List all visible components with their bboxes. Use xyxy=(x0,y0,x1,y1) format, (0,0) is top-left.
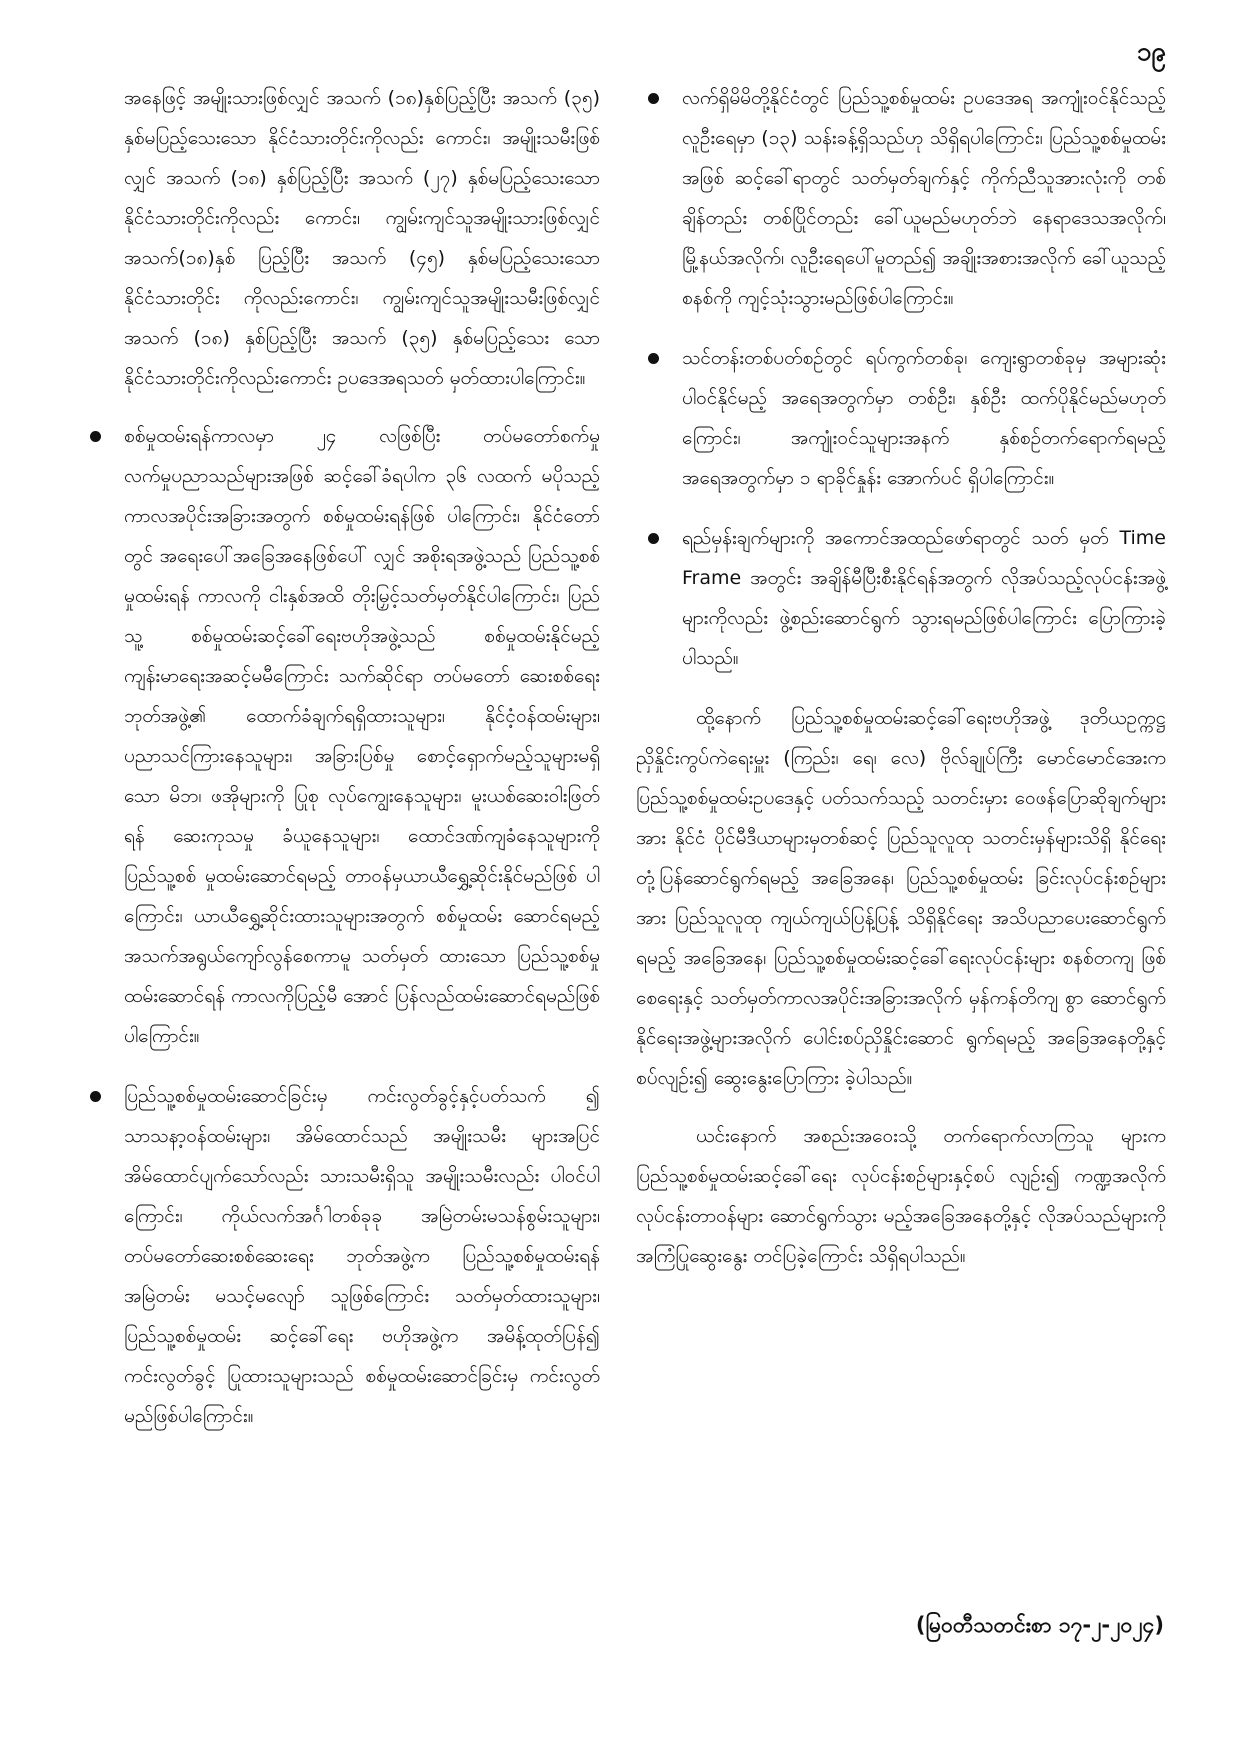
bullet-text: လက်ရှိမိမိတို့နိုင်ငံတွင် ပြည်သူ့စစ်မှုထမ်း ဥပဒေအရ အကျုံးဝင်နိုင်သည့် လူဦးရေမှာ (၁၃) သန်းခန့်ရှိသည်ဟု သိရှိရပါကြောင်း၊ ပြည်သူ့စစ်မှုထမ်းအဖြစ် ဆင့်ခေါ်ရာတွင် သတ်မှတ်ချက်နှင့် ကိုက်ညီသူအားလုံးကို တစ်ချိန်တည်း တစ်ပြိုင်တည်း ခေါ်ယူမည်မဟုတ်ဘဲ နေရာဒေသအလိုက်၊ မြို့နယ်အလိုက်၊ လူဦးရေပေါ်မူတည်၍ အချိုးအစားအလိုက် ခေါ်ယူသည့်စနစ်ကို ကျင့်သုံးသွားမည်ဖြစ်ပါကြောင်း။ xyxy=(682,87,1166,309)
bullet-item xyxy=(636,518,1166,678)
bullet-icon xyxy=(90,431,101,442)
bullet-icon xyxy=(648,533,659,544)
left-column xyxy=(78,78,600,1456)
bullet-icon xyxy=(648,93,659,104)
bullet-item xyxy=(78,416,600,1056)
bullet-text: စစ်မှုထမ်းရန်ကာလမှာ ၂၄ လဖြစ်ပြီး တပ်မတော်စက်မှု လက်မှုပညာသည်များအဖြစ် ဆင့်ခေါ်ခံရပါက ၃၆ လထက် မပိုသည့် ကာလအပိုင်းအခြားအတွက် စစ်မှုထမ်းရန်ဖြစ် ပါကြောင်း၊ နိုင်ငံတော်တွင် အရေးပေါ်အခြေအနေဖြစ်ပေါ် လျှင် အစိုးရအဖွဲ့သည် ပြည်သူ့စစ်မှုထမ်းရန် ကာလကို ငါးနှစ်အထိ တိုးမြှင့်သတ်မှတ်နိုင်ပါကြောင်း၊ ပြည်သူ့ စစ်မှုထမ်းဆင့်ခေါ်ရေးဗဟိုအဖွဲ့သည် စစ်မှုထမ်းနိုင်မည့် ကျန်းမာရေးအဆင့်မမီကြောင်း သက်ဆိုင်ရာ တပ်မတော် ဆေးစစ်ရေးဘုတ်အဖွဲ့၏ ထောက်ခံချက်ရရှိထားသူများ၊ နိုင်ငံ့ဝန်ထမ်းများ၊ ပညာသင်ကြားနေသူများ၊ အခြားပြစ်မှု စောင့်ရှောက်မည့်သူများမရှိသော မိဘ၊ ဖအိုများကို ပြုစု လုပ်ကျွေးနေသူများ၊ မူးယစ်ဆေးဝါးဖြတ်ရန် ဆေးကုသမှု ခံယူနေသူများ၊ ထောင်ဒဏ်ကျခံနေသူများကို ပြည်သူ့စစ် မှုထမ်းဆောင်ရမည့် တာဝန်မှယာယီရွှေ့ဆိုင်းနိုင်မည်ဖြစ် ပါကြောင်း၊ ယာယီရွှေ့ဆိုင်းထားသူများအတွက် စစ်မှုထမ်း ဆောင်ရမည့် အသက်အရွယ်ကျော်လွန်စေကာမူ သတ်မှတ် ထားသော ပြည်သူ့စစ်မှုထမ်းဆောင်ရန် ကာလကိုပြည့်မီ အောင် ပြန်လည်ထမ်းဆောင်ရမည်ဖြစ်ပါကြောင်း။ xyxy=(124,425,600,1047)
bullet-item xyxy=(78,1076,600,1436)
page-number: ၁၉ xyxy=(1136,37,1166,67)
bullet-item xyxy=(636,338,1166,498)
source-citation: (မြဝတီသတင်းစာ ၁၇-၂-၂၀၂၄) xyxy=(915,1613,1164,1637)
body-paragraph: ထို့နောက် ပြည်သူ့စစ်မှုထမ်းဆင့်ခေါ်ရေးဗဟိုအဖွဲ့ ဒုတိယဥက္ကဋ္ဌ ညှိနှိုင်းကွပ်ကဲရေးမှူး (ကြည်း၊ ရေ၊ လေ) ဗိုလ်ချုပ်ကြီး မောင်မောင်အေးက ပြည်သူ့စစ်မှုထမ်းဥပဒေနှင့် ပတ်သက်သည့် သတင်းမှား ဝေဖန်ပြောဆိုချက်များအား နိုင်ငံ ပိုင်မီဒီယာများမှတစ်ဆင့် ပြည်သူလူထု သတင်းမှန်များသိရှိ နိုင်ရေး တုံ့ပြန်ဆောင်ရွက်ရမည့် အခြေအနေ၊ ပြည်သူ့စစ်မှုထမ်း ခြင်းလုပ်ငန်းစဉ်များအား ပြည်သူလူထု ကျယ်ကျယ်ပြန့်ပြန့် သိရှိနိုင်ရေး အသိပညာပေးဆောင်ရွက်ရမည့် အခြေအနေ၊ ပြည်သူ့စစ်မှုထမ်းဆင့်ခေါ်ရေးလုပ်ငန်းများ စနစ်တကျ ဖြစ် စေရေးနှင့် သတ်မှတ်ကာလအပိုင်းအခြားအလိုက် မှန်ကန်တိကျ စွာ ဆောင်ရွက်နိုင်ရေးအဖွဲ့များအလိုက် ပေါင်းစပ်ညှိနှိုင်းဆောင် ရွက်ရမည့် အခြေအနေတို့နှင့်စပ်လျဉ်း၍ ဆွေးနွေးပြောကြား ခဲ့ပါသည်။ xyxy=(636,707,1166,1089)
bullet-item xyxy=(636,78,1166,318)
bullet-text: ပြည်သူ့စစ်မှုထမ်းဆောင်ခြင်းမှ ကင်းလွတ်ခွင့်နှင့်ပတ်သက် ၍ သာသနာ့ဝန်ထမ်းများ၊ အိမ်ထောင်သည် အမျိုးသမီး များအပြင် အိမ်ထောင်ပျက်သော်လည်း သားသမီးရှိသူ အမျိုးသမီးလည်း ပါဝင်ပါကြောင်း၊ ကိုယ်လက်အင်္ဂါတစ်ခုခု အမြဲတမ်းမသန်စွမ်းသူများ၊ တပ်မတော်ဆေးစစ်ဆေးရေး ဘုတ်အဖွဲ့က ပြည်သူ့စစ်မှုထမ်းရန် အမြဲတမ်း မသင့်မလျော် သူဖြစ်ကြောင်း သတ်မှတ်ထားသူများ၊ ပြည်သူ့စစ်မှုထမ်း ဆင့်ခေါ်ရေး ဗဟိုအဖွဲ့က အမိန့်ထုတ်ပြန်၍ ကင်းလွတ်ခွင့် ပြုထားသူများသည် စစ်မှုထမ်းဆောင်ခြင်းမှ ကင်းလွတ် မည်ဖြစ်ပါကြောင်း။ xyxy=(124,1085,600,1427)
right-column xyxy=(636,78,1166,1294)
body-paragraph: ယင်းနောက် အစည်းအဝေးသို့ တက်ရောက်လာကြသူ များက ပြည်သူ့စစ်မှုထမ်းဆင့်ခေါ်ရေး လုပ်ငန်းစဉ်များနှင့်စပ် လျဉ်း၍ ကဏ္ဍအလိုက် လုပ်ငန်းတာဝန်များ ဆောင်ရွက်သွား မည့်အခြေအနေတို့နှင့် လိုအပ်သည်များကို အကြံပြုဆွေးနွေး တင်ပြခဲ့ကြောင်း သိရှိရပါသည်။ xyxy=(636,1125,1166,1267)
continuation-paragraph: အနေဖြင့် အမျိုးသားဖြစ်လျှင် အသက် (၁၈)နှစ်ပြည့်ပြီး အသက် (၃၅) နှစ်မပြည့်သေးသော နိုင်ငံသားတိုင်းကိုလည်း ကောင်း၊ အမျိုးသမီးဖြစ်လျှင် အသက် (၁၈) နှစ်ပြည့်ပြီး အသက် (၂၇) နှစ်မပြည့်သေးသော နိုင်ငံသားတိုင်းကိုလည်း ကောင်း၊ ကျွမ်းကျင်သူအမျိုးသားဖြစ်လျှင် အသက်(၁၈)နှစ် ပြည့်ပြီး အသက် (၄၅) နှစ်မပြည့်သေးသော နိုင်ငံသားတိုင်း ကိုလည်းကောင်း၊ ကျွမ်းကျင်သူအမျိုးသမီးဖြစ်လျှင် အသက် (၁၈) နှစ်ပြည့်ပြီး အသက် (၃၅) နှစ်မပြည့်သေး သော နိုင်ငံသားတိုင်းကိုလည်းကောင်း ဥပဒေအရသတ် မှတ်ထားပါကြောင်း။ xyxy=(124,87,600,389)
bullet-icon xyxy=(90,1091,101,1102)
bullet-text: ရည်မှန်းချက်များကို အကောင်အထည်ဖော်ရာတွင် သတ် မှတ် Time Frame အတွင်း အချိန်မီပြီးစီးနိုင်ရန်အတွက် လိုအပ်သည့်လုပ်ငန်းအဖွဲ့များကိုလည်း ဖွဲ့စည်းဆောင်ရွက် သွားရမည်ဖြစ်ပါကြောင်း ပြောကြားခဲ့ပါသည်။ xyxy=(682,527,1166,669)
bullet-icon xyxy=(648,353,659,364)
bullet-text: သင်တန်းတစ်ပတ်စဉ်တွင် ရပ်ကွက်တစ်ခု၊ ကျေးရွာတစ်ခုမှ အများဆုံးပါဝင်နိုင်မည့် အရေအတွက်မှာ တစ်ဦး၊ နှစ်ဦး ထက်ပိုနိုင်မည်မဟုတ်ကြောင်း၊ အကျုံးဝင်သူများအနက် နှစ်စဉ်တက်ရောက်ရမည့် အရေအတွက်မှာ ၁ ရာခိုင်နှုန်း အောက်ပင် ရှိပါကြောင်း။ xyxy=(682,347,1166,489)
